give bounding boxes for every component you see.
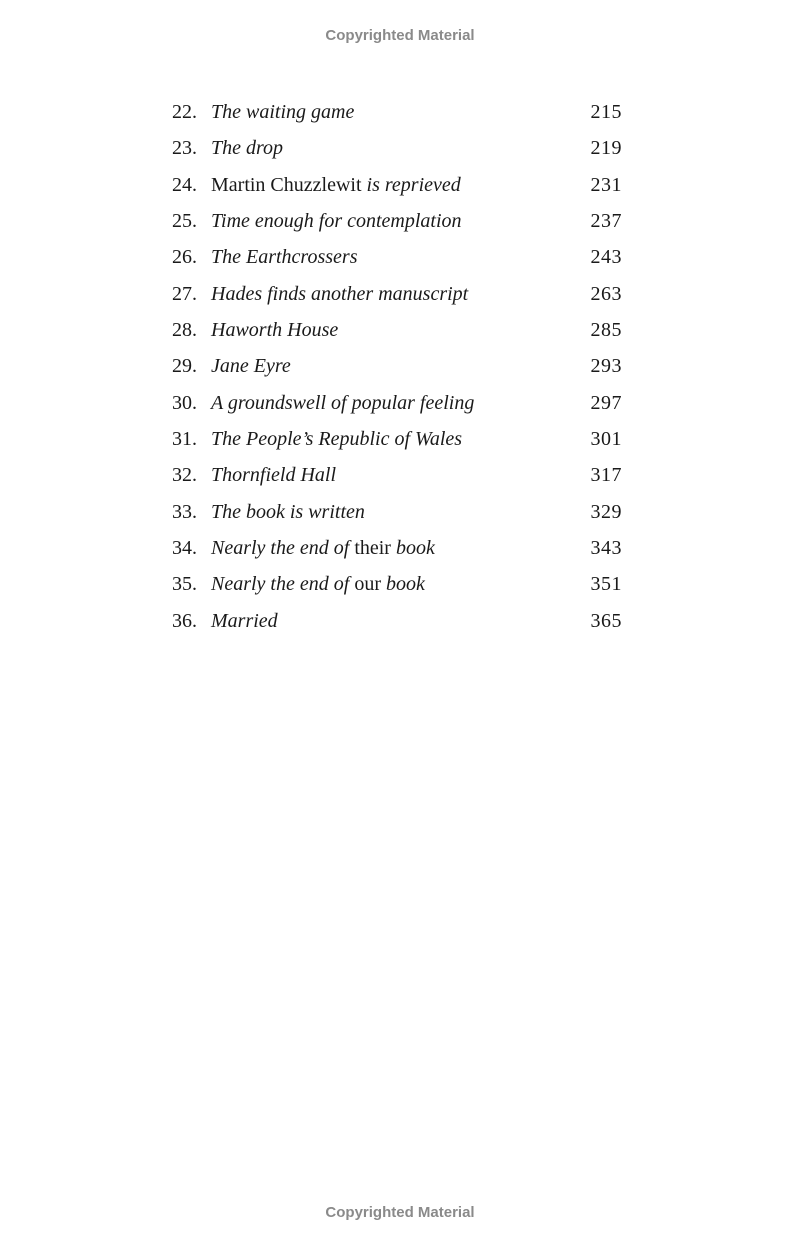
chapter-title-segment: their: [354, 537, 391, 560]
toc-entry: [172, 316, 622, 352]
chapter-title-segment: book: [380, 573, 425, 596]
page-number: 297: [590, 391, 622, 414]
page-number: 263: [590, 282, 622, 305]
page-number: 243: [590, 246, 622, 269]
page-number: 237: [590, 210, 622, 233]
chapter-number: 33.: [172, 500, 197, 523]
chapter-title: [211, 352, 291, 380]
chapter-title: [211, 570, 425, 598]
toc-entry: [172, 352, 622, 388]
page-number: 231: [590, 173, 622, 196]
toc-entry: [172, 498, 622, 534]
chapter-title-segment: Jane Eyre: [211, 355, 291, 378]
chapter-number: 35.: [172, 573, 197, 596]
chapter-title: [211, 607, 278, 635]
chapter-title-segment: Nearly the end of: [211, 573, 355, 596]
page-number: 343: [590, 537, 622, 560]
copyright-watermark-bottom: Copyrighted Material: [325, 1204, 475, 1221]
chapter-title-segment: Martin Chuzzlewit: [211, 173, 362, 196]
toc-entry: [172, 534, 622, 570]
chapter-number: 22.: [172, 101, 197, 123]
chapter-number: 31.: [172, 428, 197, 451]
chapter-title: [211, 461, 336, 489]
chapter-number: 28.: [172, 319, 197, 342]
chapter-number: 32.: [172, 464, 197, 487]
chapter-title-segment: our: [354, 573, 381, 596]
page-number: 285: [590, 319, 622, 342]
page-number: 219: [590, 137, 622, 160]
chapter-title-segment: Haworth House: [211, 319, 339, 342]
toc-entry: [172, 207, 622, 243]
toc-entry: [172, 134, 622, 170]
chapter-number: 34.: [172, 537, 197, 560]
toc-entry: [172, 171, 622, 207]
page-number: 317: [590, 464, 622, 487]
chapter-title-segment: The book is written: [211, 500, 365, 523]
chapter-title-segment: A groundswell of popular feeling: [211, 391, 475, 414]
toc-entry: [172, 389, 622, 425]
chapter-title-segment: The Earthcrossers: [211, 246, 358, 269]
table-of-contents: [172, 98, 622, 643]
page-number: 301: [590, 428, 622, 451]
chapter-title: [211, 534, 435, 562]
chapter-title: [211, 243, 357, 271]
chapter-title-segment: The waiting game: [211, 101, 355, 123]
toc-entry: [172, 607, 622, 643]
copyright-watermark-top: Copyrighted Material: [325, 27, 475, 44]
chapter-number: 24.: [172, 173, 197, 196]
chapter-title: [211, 316, 338, 344]
chapter-title-segment: Nearly the end of: [211, 537, 355, 560]
page-number: 329: [590, 500, 622, 523]
chapter-number: 36.: [172, 609, 197, 632]
chapter-title-segment: book: [390, 537, 435, 560]
chapter-title: [211, 389, 474, 417]
chapter-title: [211, 207, 462, 235]
chapter-title-segment: Married: [211, 609, 278, 632]
chapter-title: [211, 280, 468, 308]
chapter-title: [211, 425, 462, 453]
chapter-number: 29.: [172, 355, 197, 378]
page-number: 215: [590, 101, 622, 123]
chapter-title-segment: is reprieved: [361, 173, 461, 196]
chapter-title-segment: Thornfield Hall: [211, 464, 337, 487]
toc-entry: [172, 243, 622, 279]
chapter-title-segment: The People’s Republic of Wales: [211, 428, 463, 451]
chapter-title-segment: Time enough for contemplation: [211, 210, 462, 233]
page-number: 365: [590, 609, 622, 632]
chapter-number: 26.: [172, 246, 197, 269]
toc-entry: [172, 461, 622, 497]
chapter-title: [211, 134, 283, 162]
chapter-title-segment: Hades finds another manuscript: [211, 282, 469, 305]
page-number: 293: [590, 355, 622, 378]
toc-entry: [172, 425, 622, 461]
toc-entry: [172, 570, 622, 606]
chapter-title: [211, 171, 461, 199]
chapter-number: 25.: [172, 210, 197, 233]
toc-entry: [172, 280, 622, 316]
chapter-number: 27.: [172, 282, 197, 305]
chapter-title: [211, 498, 365, 526]
chapter-title-segment: The drop: [211, 137, 284, 160]
toc-entry: [172, 98, 622, 134]
chapter-number: 30.: [172, 391, 197, 414]
chapter-number: 23.: [172, 137, 197, 160]
page-number: 351: [590, 573, 622, 596]
chapter-title: [211, 98, 354, 126]
